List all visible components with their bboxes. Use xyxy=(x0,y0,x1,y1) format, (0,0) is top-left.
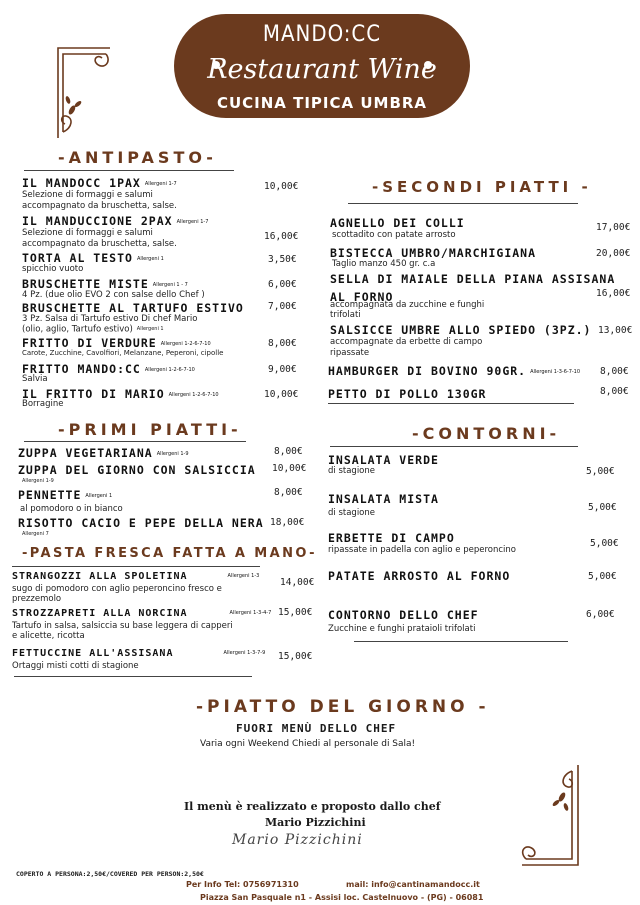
restaurant-logo xyxy=(174,14,470,118)
menu-item-name: STROZZAPRETI ALLA NORCINA Allergeni 1-3-4-7 xyxy=(12,608,272,619)
chef-statement: Il menù è realizzato e proposto dallo chef xyxy=(184,800,441,813)
corner-flourish-icon xyxy=(514,763,584,871)
menu-item-price: 10,00€ xyxy=(264,389,299,400)
menu-item-name: IL FRITTO DI MARIO Allergeni 1-2-6-7-10 xyxy=(22,387,219,401)
menu-item-price: 5,00€ xyxy=(588,502,617,513)
menu-item-price: 5,00€ xyxy=(586,466,615,477)
chef-signature: Mario Pizzichini xyxy=(232,832,363,848)
menu-item-name: CONTORNO DELLO CHEF xyxy=(328,608,479,622)
menu-item-price: 5,00€ xyxy=(590,538,619,549)
logo-title: MANDO:CC xyxy=(262,22,382,47)
menu-item-name: IL MANDOCC 1PAX Allergeni 1-7 xyxy=(22,176,177,190)
menu-item-name: BISTECCA UMBRO/MARCHIGIANA xyxy=(330,246,537,260)
info-email[interactable]: mail: info@cantinamandocc.it xyxy=(346,880,480,889)
menu-item-price: 18,00€ xyxy=(270,517,305,528)
menu-item-name: SALSICCE UMBRE ALLO SPIEDO (3PZ.) xyxy=(330,323,592,337)
menu-item-name: FRITTO MANDO:CC Allergeni 1-2-6-7-10 xyxy=(22,362,195,376)
menu-item-price: 6,00€ xyxy=(268,279,297,290)
menu-item-name: RISOTTO CACIO E PEPE DELLA NERA xyxy=(18,516,264,530)
chef-name: Mario Pizzichini xyxy=(265,816,366,829)
menu-item-price: 3,50€ xyxy=(268,254,297,265)
pasta-title: -PASTA FRESCA FATTA A MANO- xyxy=(22,546,317,561)
menu-item-name: TORTA AL TESTO Allergeni 1 xyxy=(22,251,164,265)
logo-subtitle: Restaurant Wine xyxy=(207,54,437,85)
menu-item-name: BRUSCHETTE MISTE Allergeni 1 - 7 xyxy=(22,277,188,291)
menu-item-name: INSALATA VERDE xyxy=(328,453,439,467)
menu-item-price: 6,00€ xyxy=(586,609,615,620)
menu-item-price: 13,00€ xyxy=(598,325,633,336)
menu-item-name: INSALATA MISTA xyxy=(328,492,439,506)
menu-item-name: IL MANDUCCIONE 2PAX Allergeni 1-7 xyxy=(22,214,209,228)
menu-item-name: AL FORNO xyxy=(330,290,394,304)
address: Piazza San Pasquale n1 - Assisi loc. Castelnuovo - (PG) - 06081 xyxy=(200,893,484,902)
menu-item-price: 17,00€ xyxy=(596,222,631,233)
menu-item-name: FRITTO DI VERDURE Allergeni 1-2-6-7-10 xyxy=(22,336,211,350)
menu-item-name: ZUPPA DEL GIORNO CON SALSICCIA xyxy=(18,463,256,477)
menu-item-price: 15,00€ xyxy=(278,651,313,662)
menu-item-price: 10,00€ xyxy=(272,463,307,474)
secondi-title: -SECONDI PIATTI - xyxy=(372,178,592,196)
menu-item-name: SELLA DI MAIALE DELLA PIANA ASSISANA xyxy=(330,272,616,286)
piatto-giorno-note: Varia ogni Weekend Chiedi al personale di Sala! xyxy=(200,739,416,749)
cover-charge: COPERTO A PERSONA:2,50€/COVERED PER PERSON:2,50€ xyxy=(16,870,204,878)
menu-item-price: 8,00€ xyxy=(600,386,629,397)
menu-item-name: PENNETTE Allergeni 1 xyxy=(18,488,113,502)
menu-item-price: 15,00€ xyxy=(278,607,313,618)
menu-item-price: 9,00€ xyxy=(268,364,297,375)
primi-title: -PRIMI PIATTI- xyxy=(58,420,242,439)
menu-item-name: ERBETTE DI CAMPO xyxy=(328,531,455,545)
menu-item-name: PATATE ARROSTO AL FORNO xyxy=(328,569,511,583)
menu-item-price: 5,00€ xyxy=(588,571,617,582)
menu-item-price: 16,00€ xyxy=(596,288,631,299)
menu-item-price: 8,00€ xyxy=(268,338,297,349)
menu-item-price: 16,00€ xyxy=(264,231,299,242)
piatto-giorno-subtitle: FUORI MENÙ DELLO CHEF xyxy=(236,722,397,735)
menu-item-price: 8,00€ xyxy=(274,446,303,457)
info-phone: Per Info Tel: 0756971310 xyxy=(186,880,299,889)
menu-item-price: 14,00€ xyxy=(280,577,315,588)
menu-item-price: 8,00€ xyxy=(274,487,303,498)
piatto-giorno-title: -PIATTO DEL GIORNO - xyxy=(196,697,490,717)
menu-item-name: PETTO DI POLLO 130GR xyxy=(328,387,487,401)
corner-flourish-icon xyxy=(52,40,114,140)
menu-item-name: STRANGOZZI ALLA SPOLETINA Allergeni 1-3 xyxy=(12,571,260,582)
menu-item-name: BRUSCHETTE AL TARTUFO ESTIVO xyxy=(22,301,244,315)
menu-item-name: HAMBURGER DI BOVINO 90GR. Allergeni 1-3-6-7-10 xyxy=(328,364,581,378)
menu-item-price: 8,00€ xyxy=(600,366,629,377)
menu-item-price: 20,00€ xyxy=(596,248,631,259)
logo-tagline: CUCINA TIPICA UMBRA xyxy=(216,94,428,112)
menu-item-price: 10,00€ xyxy=(264,181,299,192)
antipasto-title: -ANTIPASTO- xyxy=(58,148,217,167)
menu-item-price: 7,00€ xyxy=(268,301,297,312)
menu-item-name: FETTUCCINE ALL'ASSISANA Allergeni 1-3-7-9 xyxy=(12,648,266,659)
contorni-title: -CONTORNI- xyxy=(412,424,561,443)
menu-item-name: ZUPPA VEGETARIANA Allergeni 1-9 xyxy=(18,446,189,460)
menu-item-name: AGNELLO DEI COLLI xyxy=(330,216,465,230)
